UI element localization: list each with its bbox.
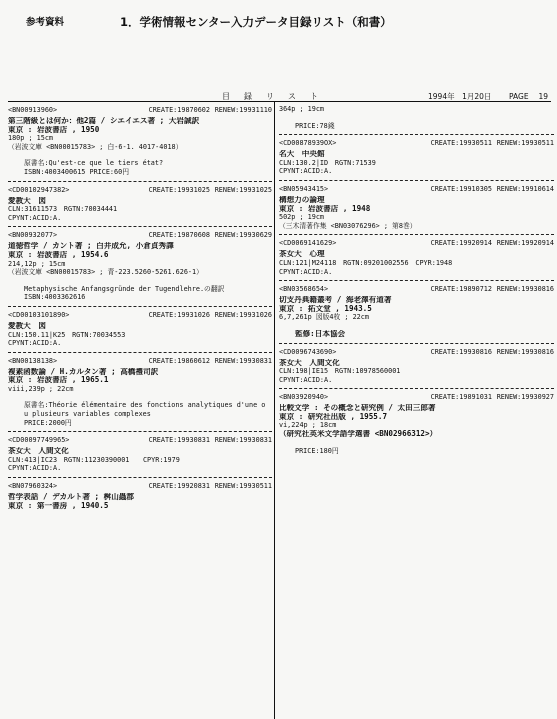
record-separator [8,431,272,432]
record-create-date: CREATE:19860612 [148,356,210,365]
record-create-date: CREATE:19920831 [148,482,210,491]
record-line: CPYNT:ACID:A. [279,167,333,176]
column-divider [274,102,275,719]
record-separator [8,306,272,307]
record-header [279,284,554,296]
record-id: <BN00932077> [8,231,58,240]
record-create-date: CREATE:19930831 [148,436,210,445]
record-header [279,184,554,196]
record-line: 茶女大 人間文化 [8,447,69,456]
record-id: <CD00097749965> [8,436,70,445]
record-line: u plusieurs variables complexes [24,410,151,419]
record-create-date: CREATE:19890712 [430,285,492,294]
blank-line [279,439,554,447]
catalog-record [279,284,554,338]
record-id: <CD0096743690> [279,347,337,356]
record-renew-date: RENEW:19931110 [214,106,272,114]
record-line: 名大 中央館 [279,150,325,159]
record-renew-date: RENEW:19930831 [214,356,272,365]
record-separator [279,234,554,235]
catalog-record [279,105,554,130]
record-line: （岩波文庫 <BN00015783> ; 白-6-1. 4017-4018） [8,142,183,151]
reference-material-label: 参考資料 [26,17,65,28]
catalog-record [279,238,554,276]
record-line: PRICE:78錢 [295,121,335,130]
record-create-date: CREATE:19870608 [148,231,210,240]
record-id: <BN07960324> [8,482,58,491]
record-create-date: CREATE:19931025 [148,185,210,194]
record-renew-date: RENEW:19930816 [496,285,554,294]
record-id: <BN03568654> [279,285,329,294]
record-header [8,230,272,242]
record-line: 茶女大 心理 [279,250,325,259]
catalog-record [279,392,554,455]
catalog-record [8,435,272,473]
record-line: 監修:日本協会 [295,329,346,338]
record-separator [8,477,272,478]
left-column [8,105,272,510]
record-create-date: CREATE:19930511 [430,139,492,148]
record-line: CLN:150.11|K25 RGTN:70034553 [8,330,126,339]
record-renew-date: RENEW:19931025 [214,185,272,194]
record-renew-date: RENEW:19910614 [496,184,554,193]
record-separator [279,343,554,344]
record-line: ISBN:4003362616 [24,293,86,302]
record-header [8,310,272,322]
record-line: 東京 : 岩波書店 , 1948 [279,204,371,213]
record-renew-date: RENEW:19931026 [214,310,272,319]
record-line: CLN:121|M24118 RGTN:09201002556 CPYR:1948 [279,258,453,267]
record-header [279,347,554,359]
record-line: CPYNT:ACID:A. [8,464,62,473]
record-id: <CD00878939OX> [279,139,337,148]
record-line: 茶女大 人間文化 [279,358,340,367]
header-rule [8,101,551,102]
record-header [8,356,272,368]
record-line: 哲学表話 / デカルト著 ; 桝山蟲郡 [8,493,134,502]
blank-line [279,114,554,122]
record-header [8,185,272,197]
record-create-date: CREATE:19931026 [148,310,210,319]
record-id: <BN03920940> [279,393,329,402]
record-line: CLN:130.2|ID RGTN:71539 [279,158,376,167]
record-id: <BN05943415> [279,184,329,193]
record-line: 愛教大 図 [8,196,46,205]
record-line: （研究社英米文学語学選書 <BN02966312>） [279,430,438,439]
record-line: 東京 : 第一書房 , 1940.5 [8,501,109,510]
catalog-record [8,481,272,510]
record-header [279,238,554,250]
record-line: 比較文学 : その概念と研究例 / 太田三郎著 [279,404,436,413]
record-renew-date: RENEW:19930511 [496,139,554,148]
record-line: （岩波文庫 <BN00015783> ; 青-223.5260-5261.626-1） [8,268,203,277]
record-line: （三木清著作集 <BN03076296> ; 第8巻） [279,221,417,230]
record-separator [279,180,554,181]
record-line: vi,224p ; 18cm [279,421,337,430]
record-line: 原書名:Théorie élémentaire des fonctions analytiques d'une o [24,401,266,410]
record-line: 道徳哲学 / カント著 ; 白井成允, 小倉貞秀譯 [8,242,174,251]
record-line: 東京 : 岩波書店 , 1965.1 [8,376,109,385]
record-id: <BN00138138> [8,356,58,365]
record-line: 364p ; 19cm [279,105,325,113]
catalog-record [279,347,554,385]
record-line: Metaphysische Anfangsgründe der Tugendlehre.の翻訳 [24,284,225,293]
record-header [8,435,272,447]
record-id: <CD00102947382> [8,185,70,194]
record-line: viii,239p ; 22cm [8,384,74,393]
record-renew-date: RENEW:19930629 [214,231,272,240]
record-separator [279,280,554,281]
catalog-record [8,105,272,177]
catalog-record [279,184,554,230]
record-line: 502p ; 19cm [279,213,325,222]
record-renew-date: RENEW:19930511 [214,482,272,491]
right-column [279,105,554,455]
record-line: CPYNT:ACID:A. [279,267,333,276]
record-create-date: CREATE:19910305 [430,184,492,193]
record-line: 複素函数論 / H.カルタン著 ; 高橋禮司訳 [8,367,159,376]
blank-line [8,151,272,159]
record-line: 東京 : 研究社出版 , 1955.7 [279,412,388,421]
list-title: 目 録 リ ス ト [222,92,321,101]
record-separator [279,388,554,389]
record-line: 切支丹典籍叢考 / 海老澤有道著 [279,296,392,305]
record-create-date: CREATE:19930816 [430,347,492,356]
record-line: ISBN:4003400615 PRICE:60円 [24,167,130,176]
record-create-date: CREATE:19870602 [148,106,210,114]
record-separator [8,352,272,353]
record-renew-date: RENEW:19920914 [496,239,554,248]
record-line: 東京 : 岩波書店 , 1954.6 [8,250,109,259]
record-renew-date: RENEW:19930927 [496,393,554,402]
page-title: 1．学術情報センター入力データ目録リスト（和書） [120,15,392,29]
record-line: CLN:31611573 RGTN:70034441 [8,205,118,214]
record-line: 6,7,261p 図版4枚 ; 22cm [279,313,369,322]
record-line: 愛教大 図 [8,321,46,330]
record-line: CLN:413|IC23 RGTN:11230390001 CPYR:1979 [8,455,180,464]
record-separator [8,226,272,227]
record-id: <BN00913960> [8,106,58,114]
record-create-date: CREATE:19891031 [430,393,492,402]
record-line: 構想力の論理 [279,195,325,204]
record-create-date: CREATE:19920914 [430,239,492,248]
record-line: CPYNT:ACID:A. [8,213,62,222]
catalog-record [8,310,272,348]
record-id: <CD00103101890> [8,310,70,319]
record-header [8,481,272,493]
catalog-record [8,185,272,223]
record-line: CLN:198|IE15 RGTN:10978560001 [279,367,401,376]
blank-line [8,277,272,285]
record-separator [8,181,272,182]
record-line: CPYNT:ACID:A. [8,339,62,348]
record-id: <CD0069141629> [279,239,337,248]
page-number: PAGE 19 [509,92,549,101]
record-line: 180p ; 15cm [8,134,54,143]
record-renew-date: RENEW:19930816 [496,347,554,356]
record-line: PRICE:180円 [295,446,339,455]
list-date: 1994年 1月20日 [428,92,492,101]
record-renew-date: RENEW:19930831 [214,436,272,445]
record-header [279,138,554,150]
record-line: 214,12p ; 15cm [8,259,66,268]
record-header [8,105,272,117]
record-separator [279,134,554,135]
catalog-record [279,138,554,176]
record-header [279,392,554,404]
catalog-record [8,230,272,302]
blank-line [279,322,554,330]
record-line: 東京 : 岩波書店 , 1950 [8,125,100,134]
record-line: PRICE:2000円 [24,418,72,427]
blank-line [8,393,272,401]
record-line: 東京 : 拓文堂 , 1943.5 [279,304,372,313]
catalog-record [8,356,272,428]
record-line: 第三階級とは何か：他2篇 / シエイエス著 ; 大岩誠訳 [8,117,200,125]
record-line: CPYNT:ACID:A. [279,375,333,384]
record-line: 原書名:Qu'est-ce que le tiers état? [24,159,164,168]
